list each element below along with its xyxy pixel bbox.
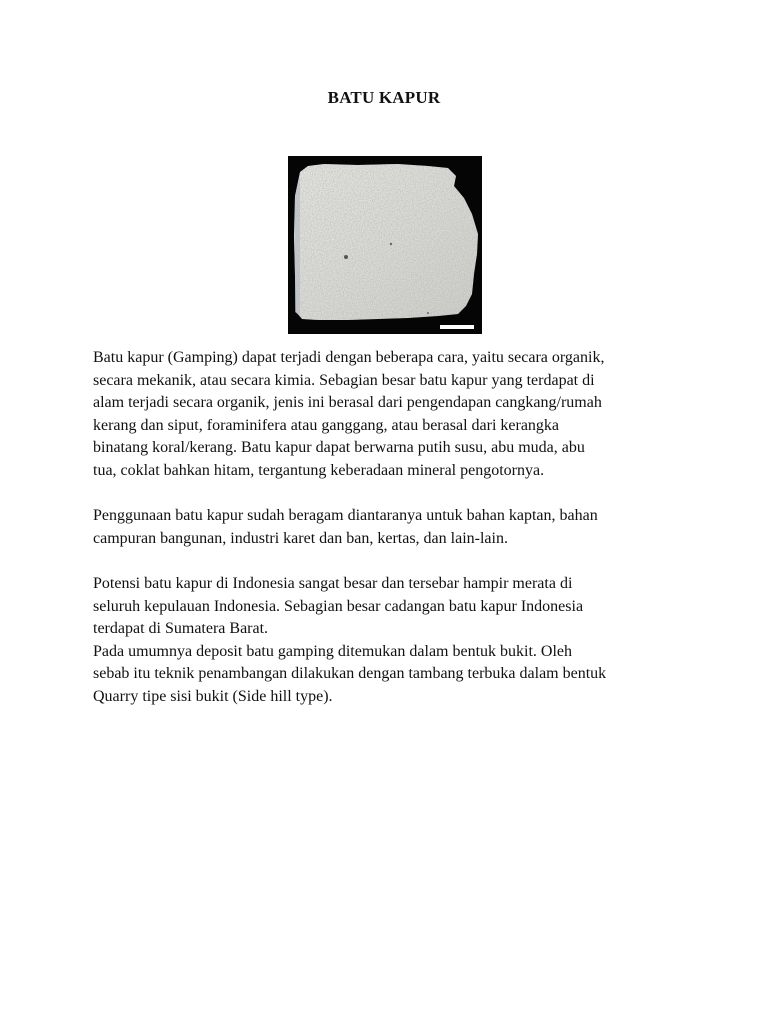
paragraph-origin bbox=[93, 347, 693, 483]
limestone-photo bbox=[288, 156, 482, 334]
text-line: Pada umumnya deposit batu gamping ditemukan dalam bentuk bukit. Oleh bbox=[93, 642, 573, 660]
document-title: BATU KAPUR bbox=[327, 88, 441, 107]
paragraph-spacer bbox=[93, 483, 693, 506]
text-line: alam terjadi secara organik, jenis ini berasal dari pengendapan cangkang/rumah bbox=[93, 394, 602, 412]
text-line: secara mekanik, atau secara kimia. Sebagian besar batu kapur yang terdapat di bbox=[93, 371, 595, 389]
text-line: Batu kapur (Gamping) dapat terjadi dengan beberapa cara, yaitu secara organik, bbox=[93, 349, 605, 366]
paragraph-potential bbox=[93, 573, 693, 709]
document-body bbox=[93, 347, 693, 709]
text-line: Penggunaan batu kapur sudah beragam diantaranya untuk bahan kaptan, bahan bbox=[93, 507, 598, 525]
text-line: binatang koral/kerang. Batu kapur dapat berwarna putih susu, abu muda, abu bbox=[93, 439, 585, 457]
text-line: tua, coklat bahkan hitam, tergantung keberadaan mineral pengotornya. bbox=[93, 461, 545, 479]
text-line: campuran bangunan, industri karet dan ban, kertas, dan lain-lain. bbox=[93, 529, 508, 547]
text-line: Quarry tipe sisi bukit (Side hill type). bbox=[93, 687, 333, 705]
paragraph-usage bbox=[93, 505, 693, 550]
text-line: kerang dan siput, foraminifera atau ganggang, atau berasal dari kerangka bbox=[93, 416, 560, 434]
text-line: terdapat di Sumatera Barat. bbox=[93, 620, 269, 638]
text-line: sebab itu teknik penambangan dilakukan dengan tambang terbuka dalam bentuk bbox=[93, 665, 607, 683]
paragraph-spacer bbox=[93, 550, 693, 573]
text-line: Potensi batu kapur di Indonesia sangat besar dan tersebar hampir merata di bbox=[93, 574, 573, 592]
scale-bar bbox=[440, 325, 474, 329]
text-line: seluruh kepulauan Indonesia. Sebagian besar cadangan batu kapur Indonesia bbox=[93, 597, 584, 615]
limestone-rock-image bbox=[288, 156, 482, 334]
